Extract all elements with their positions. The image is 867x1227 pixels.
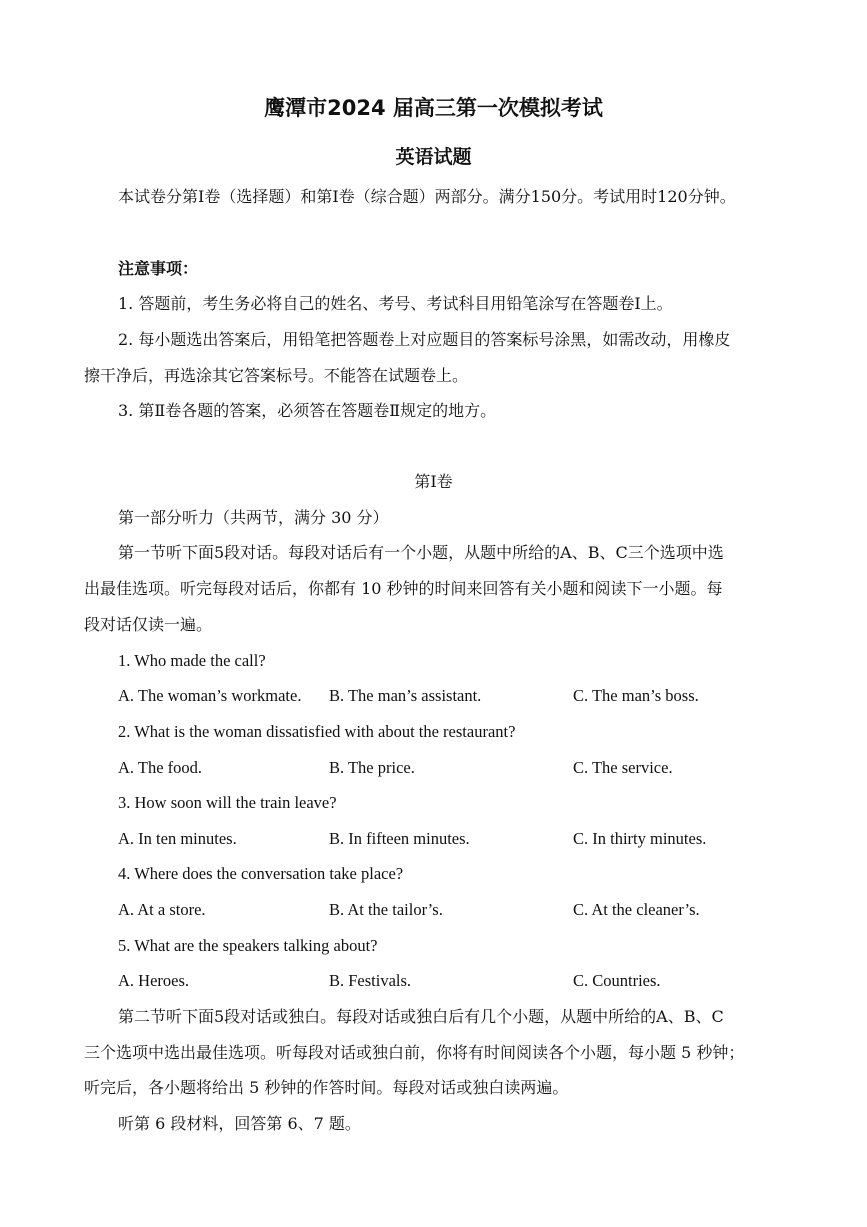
section2-instructions: 听完后，各小题将给出 5 秒钟的作答时间。每段对话或独白读两遍。: [84, 1078, 569, 1097]
notice-item: 1. 答题前，考生务必将自己的姓名、考号、考试科目用铅笔涂写在答题卷Ⅰ上。: [118, 294, 673, 313]
notice-item: 3. 第Ⅱ卷各题的答案，必须答在答题卷Ⅱ规定的地方。: [118, 401, 497, 420]
option-b: B. In fifteen minutes.: [329, 829, 470, 848]
option-c: C. At the cleaner’s.: [573, 900, 700, 919]
page-subtitle: 英语试题: [395, 146, 472, 168]
option-b: B. The price.: [329, 758, 415, 777]
option-a: A. The food.: [118, 758, 203, 777]
option-a: A. At a store.: [118, 900, 206, 919]
option-c: C. The service.: [573, 758, 673, 777]
exam-intro: 本试卷分第Ⅰ卷（选择题）和第Ⅰ卷（综合题）两部分。满分150分。考试用时120分钟。: [118, 187, 736, 206]
option-c: C. Countries.: [573, 971, 661, 990]
question: 1. Who made the call?: [118, 651, 266, 670]
question: 4. Where does the conversation take place?: [118, 864, 404, 883]
notice-item-continued: 擦干净后，再选涂其它答案标号。不能答在试题卷上。: [84, 366, 469, 385]
question: 3. How soon will the train leave?: [118, 793, 337, 812]
option-b: B. At the tailor’s.: [329, 900, 443, 919]
option-a: A. In ten minutes.: [118, 829, 237, 848]
question: 5. What are the speakers talking about?: [118, 936, 378, 955]
option-c: C. In thirty minutes.: [573, 829, 707, 848]
part-heading: 第一部分听力（共两节，满分 30 分）: [118, 508, 389, 527]
notice-item: 2. 每小题选出答案后，用铅笔把答题卷上对应题目的答案标号涂黑，如需改动，用橡皮: [118, 330, 731, 349]
section1-instructions: 出最佳选项。听完每段对话后，你都有 10 秒钟的时间来回答有关小题和阅读下一小题。每: [84, 579, 723, 598]
section1-instructions: 第一节听下面5段对话。每段对话后有一个小题，从题中所给的A、B、C三个选项中选: [118, 543, 724, 562]
option-a: A. The woman’s workmate.: [118, 686, 302, 705]
material-note: 听第 6 段材料，回答第 6、7 题。: [118, 1114, 361, 1133]
notice-heading: 注意事项：: [118, 259, 199, 278]
option-b: B. The man’s assistant.: [329, 686, 482, 705]
option-a: A. Heroes.: [118, 971, 190, 990]
section2-instructions: 三个选项中选出最佳选项。听每段对话或独白前，你将有时间阅读各个小题，每小题 5 秒钟；: [84, 1043, 745, 1062]
section1-instructions: 段对话仅读一遍。: [84, 615, 213, 634]
option-b: B. Festivals.: [329, 971, 412, 990]
volume-title: 第Ⅰ卷: [414, 472, 453, 491]
option-c: C. The man’s boss.: [573, 686, 699, 705]
question: 2. What is the woman dissatisfied with about the restaurant?: [118, 722, 516, 741]
page-title: 鹰潭市2024 届高三第一次模拟考试: [264, 96, 603, 120]
section2-instructions: 第二节听下面5段对话或独白。每段对话或独白后有几个小题，从题中所给的A、B、C: [118, 1007, 724, 1026]
